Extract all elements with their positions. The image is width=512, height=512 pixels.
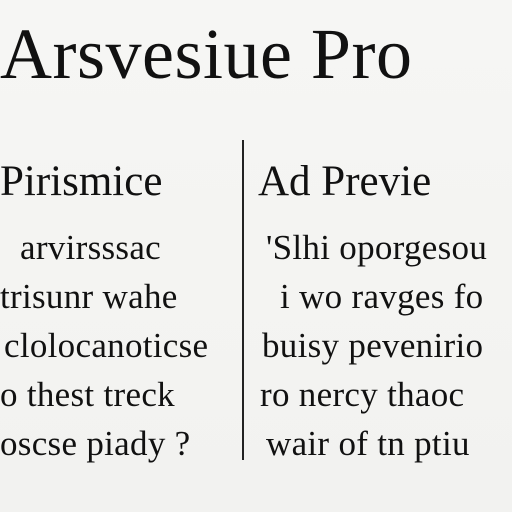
right-line: 'Slhi oporgesou bbox=[266, 228, 488, 267]
left-line: o thest treck bbox=[0, 375, 175, 414]
left-column bbox=[0, 160, 240, 468]
right-line: i wo ravges fo bbox=[280, 277, 484, 316]
left-column-heading: Pirismice bbox=[0, 158, 163, 205]
left-line: trisunr wahe bbox=[0, 277, 178, 316]
right-column-heading: Ad Previe bbox=[258, 158, 432, 205]
right-line: ro nercy thaoc bbox=[260, 375, 465, 414]
right-line: buisy pevenirio bbox=[262, 326, 484, 365]
right-column-lines bbox=[258, 223, 498, 468]
page-title: Arsvesiue Pro bbox=[0, 14, 413, 94]
left-line: clolocanoticse bbox=[4, 326, 209, 365]
left-line: oscse piady ? bbox=[0, 424, 191, 463]
column-divider bbox=[242, 140, 244, 460]
right-column bbox=[258, 160, 498, 468]
left-column-lines bbox=[0, 223, 240, 468]
right-line: wair of tn ptiu bbox=[266, 424, 470, 463]
left-line: arvirsssac bbox=[20, 228, 162, 267]
